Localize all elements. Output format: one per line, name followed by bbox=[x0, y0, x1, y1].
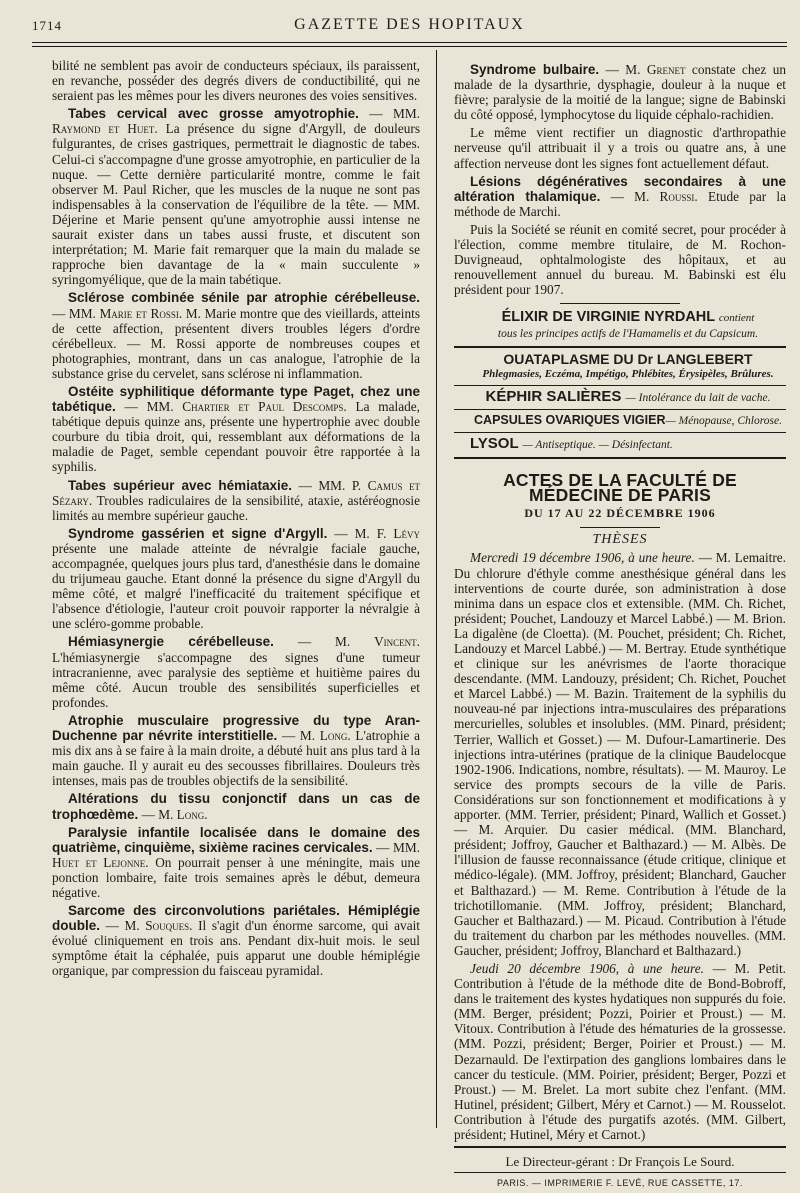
paragraph: Atrophie musculaire progressive du type Aran-Duchenne par névrite interstitielle. — M. Long. L'atrophie a mis dix ans à se faire à la main droite, a débuté huit ans plus tard à la main gauche. Il y aurait eu des secousses fibrillaires. Douleurs très intenses, mais pas de troubles objectifs de la sensibilité. bbox=[52, 712, 420, 789]
ad-ouataplasme: OUATAPLASME DU Dr LANGLEBERT bbox=[503, 350, 753, 367]
section-date: DU 17 AU 22 DÉCEMBRE 1906 bbox=[524, 506, 716, 521]
page-number: 1714 bbox=[32, 18, 62, 33]
paragraph: Le même vient rectifier un diagnostic d'arthropathie nerveuse qu'il attribuait il y a trois ou quatre ans, à une affection nerveuse dont les signes font actuellement défaut. bbox=[454, 125, 786, 171]
footer-rule bbox=[454, 1146, 786, 1148]
paragraph: Tabes cervical avec grosse amyotrophie. — MM. Raymond et Huet. La présence du signe d'Argyll, de douleurs fulgurantes, de crises gastriques, permettrait le diagnostic de tabes. Celui-ci s'accompagne d'une grosse amyotrophie, en particulier de la nuque. — Cette dernière particularité montre, comme le fait observer M. Paul Richer, que les muscles de la nuque ne sont pas indispensables à la conservation de l'équilibre de la tête. — MM. Déjerine et Marie pensent qu'une amyotrophie aussi intense ne saurait exister dans un tabes aussi fruste, et discutent son interprétation; M. Marie fait remarquer que la main du malade se rapproche bien davantage de la « main succulente » syringomyélique, que de la main tabétique. bbox=[52, 106, 421, 288]
footer-gerant: Le Directeur-gérant : Dr François Le Sourd. bbox=[505, 1154, 735, 1170]
ad-ouataplasme-sub: Phlegmasies, Eczéma, Impétigo, Phlébites, Érysipèles, Brûlures. bbox=[482, 367, 774, 380]
footer-rule bbox=[454, 1172, 786, 1173]
paragraph: Mercredi 19 décembre 1906, à une heure. — M. Lemaitre. Du chlorure d'éthyle comme anesthésique général dans les interventions de courte durée, son administration à dose minima dans un espace clos et extensible. (MM. Ch. Richet, président; Pouchet, Landouzy et Marcel Labbé.) — M. Brion. La digalène (de Cloetta). (M. Pouchet, président; Ch. Richet, Landouzy et Marcel Labbé.) — M. Bertray. Etude synthétique et clinique sur les anévrismes de l'aorte thoracique descendante. (MM. Landouzy, président; Ch. Richet, Pouchet et Marcel Labbé.) — M. Bazin. Traitement de la syphilis du nouveau-né par injections intra-musculaires des préparations mercurielles, solubles et insolubles. (MM. Pinard, président; Terrier, Wallich et Gosset.) — M. Dufour-Lamartinerie. Des injections intra-utérines (pratique de la clinique Baudelocque 1902-1906. Indications, nombre, résultats). — M. Mauroy. Le service des prompts secours de la ville de Paris. Considérations sur son fonctionnement et modifications à y apporter. (MM. Terrier, président; Pinard, Wallich et Gosset.) — M. Arquier. Du casier médical. (MM. Blanchard, président; Joffroy, Gaucher et Balthazard.) — M. Albès. De l'illusion de fausse reconnaissance (étude critique, clinique et médico-légale). (MM. Joffroy, président; Blanchard, Gaucher et Balthazard.) — M. Reme. Contribution à l'étude de la trichotillomanie. (MM. Joffroy, président; Blanchard, Gaucher et Balthazard.) — M. Picaud. Contribution à l'étude du traitement du charbon par les méthodes nouvelles. (MM. Gaucher, président; Joffroy, Blanchard et Balthazard.) bbox=[454, 550, 787, 958]
ad-elixir-sub: tous les principes actifs de l'Hamamelis et du Capsicum. bbox=[497, 327, 759, 340]
paragraph: Jeudi 20 décembre 1906, à une heure. — M. Petit. Contribution à l'étude de la méthode dite de Bond-Bobroff, dans le traitement des kystes hydatiques non suppurés du foie. (MM. Berger, président; Pozzi, Poirier et Proust.) — M. Vitoux. Contribution à l'étude des hématuries de la grossesse. (MM. Pozzi, président; Berger, Poirier et Proust.) — M. Dezarnauld. De l'extirpation des ganglions lombaires dans le cancer du testicule. (MM. Poirier, président; Berger, Pozzi et Proust.) — M. Brelet. La mort subite chez l'enfant. (MM. Hutinel, président; Gilbert, Méry et Carnot.) — M. Rousselot. Contribution à l'étude des purgatifs azotés. (MM. Gilbert, président; Hutinel, Méry et Carnot.) bbox=[454, 960, 787, 1142]
paragraph: Paralysie infantile localisée dans le domaine des quatrième, cinquième, sixième racines cervicales. — MM. Huet et Lejonne. On pourrait penser à une méningite, mais une ponction lombaire, faite trois semaines après le début, demeura négative. bbox=[52, 824, 421, 900]
ad-divider bbox=[454, 385, 786, 386]
paragraph: Tabes supérieur avec hémiataxie. — MM. P. Camus et Sézary. Troubles radiculaires de la sensibilité, ataxie, astéréognosie limités au membre supérieur gauche. bbox=[52, 477, 420, 523]
page-title: GAZETTE DES HOPITAUX bbox=[294, 16, 525, 33]
column-separator bbox=[436, 50, 437, 1128]
ad-divider bbox=[454, 409, 786, 410]
ad-divider bbox=[454, 346, 786, 348]
paragraph: Ostéite syphilitique déformante type Paget, chez une tabétique. — MM. Chartier et Paul Descomps. La malade, tabétique depuis quinze ans, présente une hypertrophie avec double courbure du tibia droit, qui, ressemblant aux déformations de la maladie de Paget, semble cependant pouvoir être rapportée à la syphilis. bbox=[52, 383, 420, 475]
paragraph: Sarcome des circonvolutions pariétales. Hémiplégie double. — M. Souques. Il s'agit d'un énorme sarcome, qui avait évolué cliniquement en trois ans. Pendant dix-huit mois. le seul symptôme était la céphalée, puis apparut une double hémiplégie organique, par compression du faisceau pyramidal. bbox=[52, 903, 420, 979]
ad-divider bbox=[454, 432, 786, 433]
paragraph: Hémiasynergie cérébelleuse. — M. Vincent. L'hémiasynergie s'accompagne des signes d'une tumeur intracranienne, avec paralysie des septième et huitième paires du même côté. Aucun trouble des sensibilités superficielles et profondes. bbox=[52, 634, 420, 710]
advertisements bbox=[454, 310, 786, 459]
page-header bbox=[32, 14, 787, 38]
ad-kephir: KÉPHIR SALIÈRES — Intolérance du lait de vache. bbox=[485, 387, 771, 405]
ad-capsules: CAPSULES OVARIQUES VIGIER— Ménopause, Chlorose. bbox=[474, 412, 782, 427]
header-rule bbox=[32, 42, 787, 43]
paragraph: Altérations du tissu conjonctif dans un cas de trophœdème. — M. Long. bbox=[52, 791, 420, 822]
paragraph: Lésions dégénératives secondaires à une altération thalamique. — M. Roussi. Etude par la méthode de Marchi. bbox=[454, 173, 787, 219]
ad-divider bbox=[454, 457, 786, 459]
paragraph: Sclérose combinée sénile par atrophie cérébelleuse. — MM. Marie et Rossi. M. Marie montre que des vieillards, atteints de cette affection, présentent divers troubles légers d'ordre cérébelleux. — M. Rossi apporte de nombreuses coupes et photographies, montrant, dans un cas analogue, l'atrophie de la substance grise du cervelet, sans sclérose ni inflammation. bbox=[52, 290, 420, 381]
section-title: ACTES DE LA FACULTÉ DE MÉDECINE DE PARIS bbox=[503, 470, 737, 506]
paragraph: bilité ne semblent pas avoir de conducteurs spéciaux, ils paraissent, en revanche, posséder des degrés divers de conductibilité, qui ne seraient pas les mêmes pour les divers neurones des voies sensitives. bbox=[52, 58, 420, 104]
divider bbox=[580, 527, 660, 528]
paragraph: Puis la Société se réunit en comité secret, pour procéder à l'élection, comme membre titulaire, de M. Rochon-Duvigneaud, ophtalmologiste des hôpitaux, et au renouvellement annuel du bureau. M. Babinski est élu président pour 1907. bbox=[454, 221, 786, 298]
paragraph: Syndrome bulbaire. — M. Grenet constate chez un malade de la dysarthrie, dysphagie, douleur à la nuque et fièvre; paralysie de la moitié de la langue; signe de Babinski du côté opposé, lymphocytose du liquide céphalo-rachidien. bbox=[454, 62, 786, 123]
paragraph: Syndrome gassérien et signe d'Argyll. — M. F. Lévy présente une malade atteinte de névralgie faciale gauche, accompagnée, quelques jours plus tard, d'anesthésie dans le domaine du trijumeau gauche. Etant donné la présence du signe d'Argyll du même côté, et malgré l'inefficacité du traitement spécifique et l'absence d'étiologie, l'auteur croit pouvoir rapporter la névralgie à une scléro-gomme probable. bbox=[52, 525, 420, 632]
ad-lysol: LYSOL — Antiseptique. — Désinfectant. bbox=[470, 434, 673, 452]
header-rule-2 bbox=[32, 46, 787, 47]
ad-elixir: ÉLIXIR DE VIRGINIE NYRDAHL contient bbox=[501, 309, 755, 326]
footer-printer: PARIS. — IMPRIMERIE F. LEVÉ, RUE CASSETTE, 17. bbox=[497, 1178, 743, 1189]
left-column bbox=[52, 58, 420, 982]
theses-heading: THÈSES bbox=[592, 532, 648, 548]
right-column bbox=[454, 62, 786, 1193]
divider bbox=[560, 303, 680, 304]
